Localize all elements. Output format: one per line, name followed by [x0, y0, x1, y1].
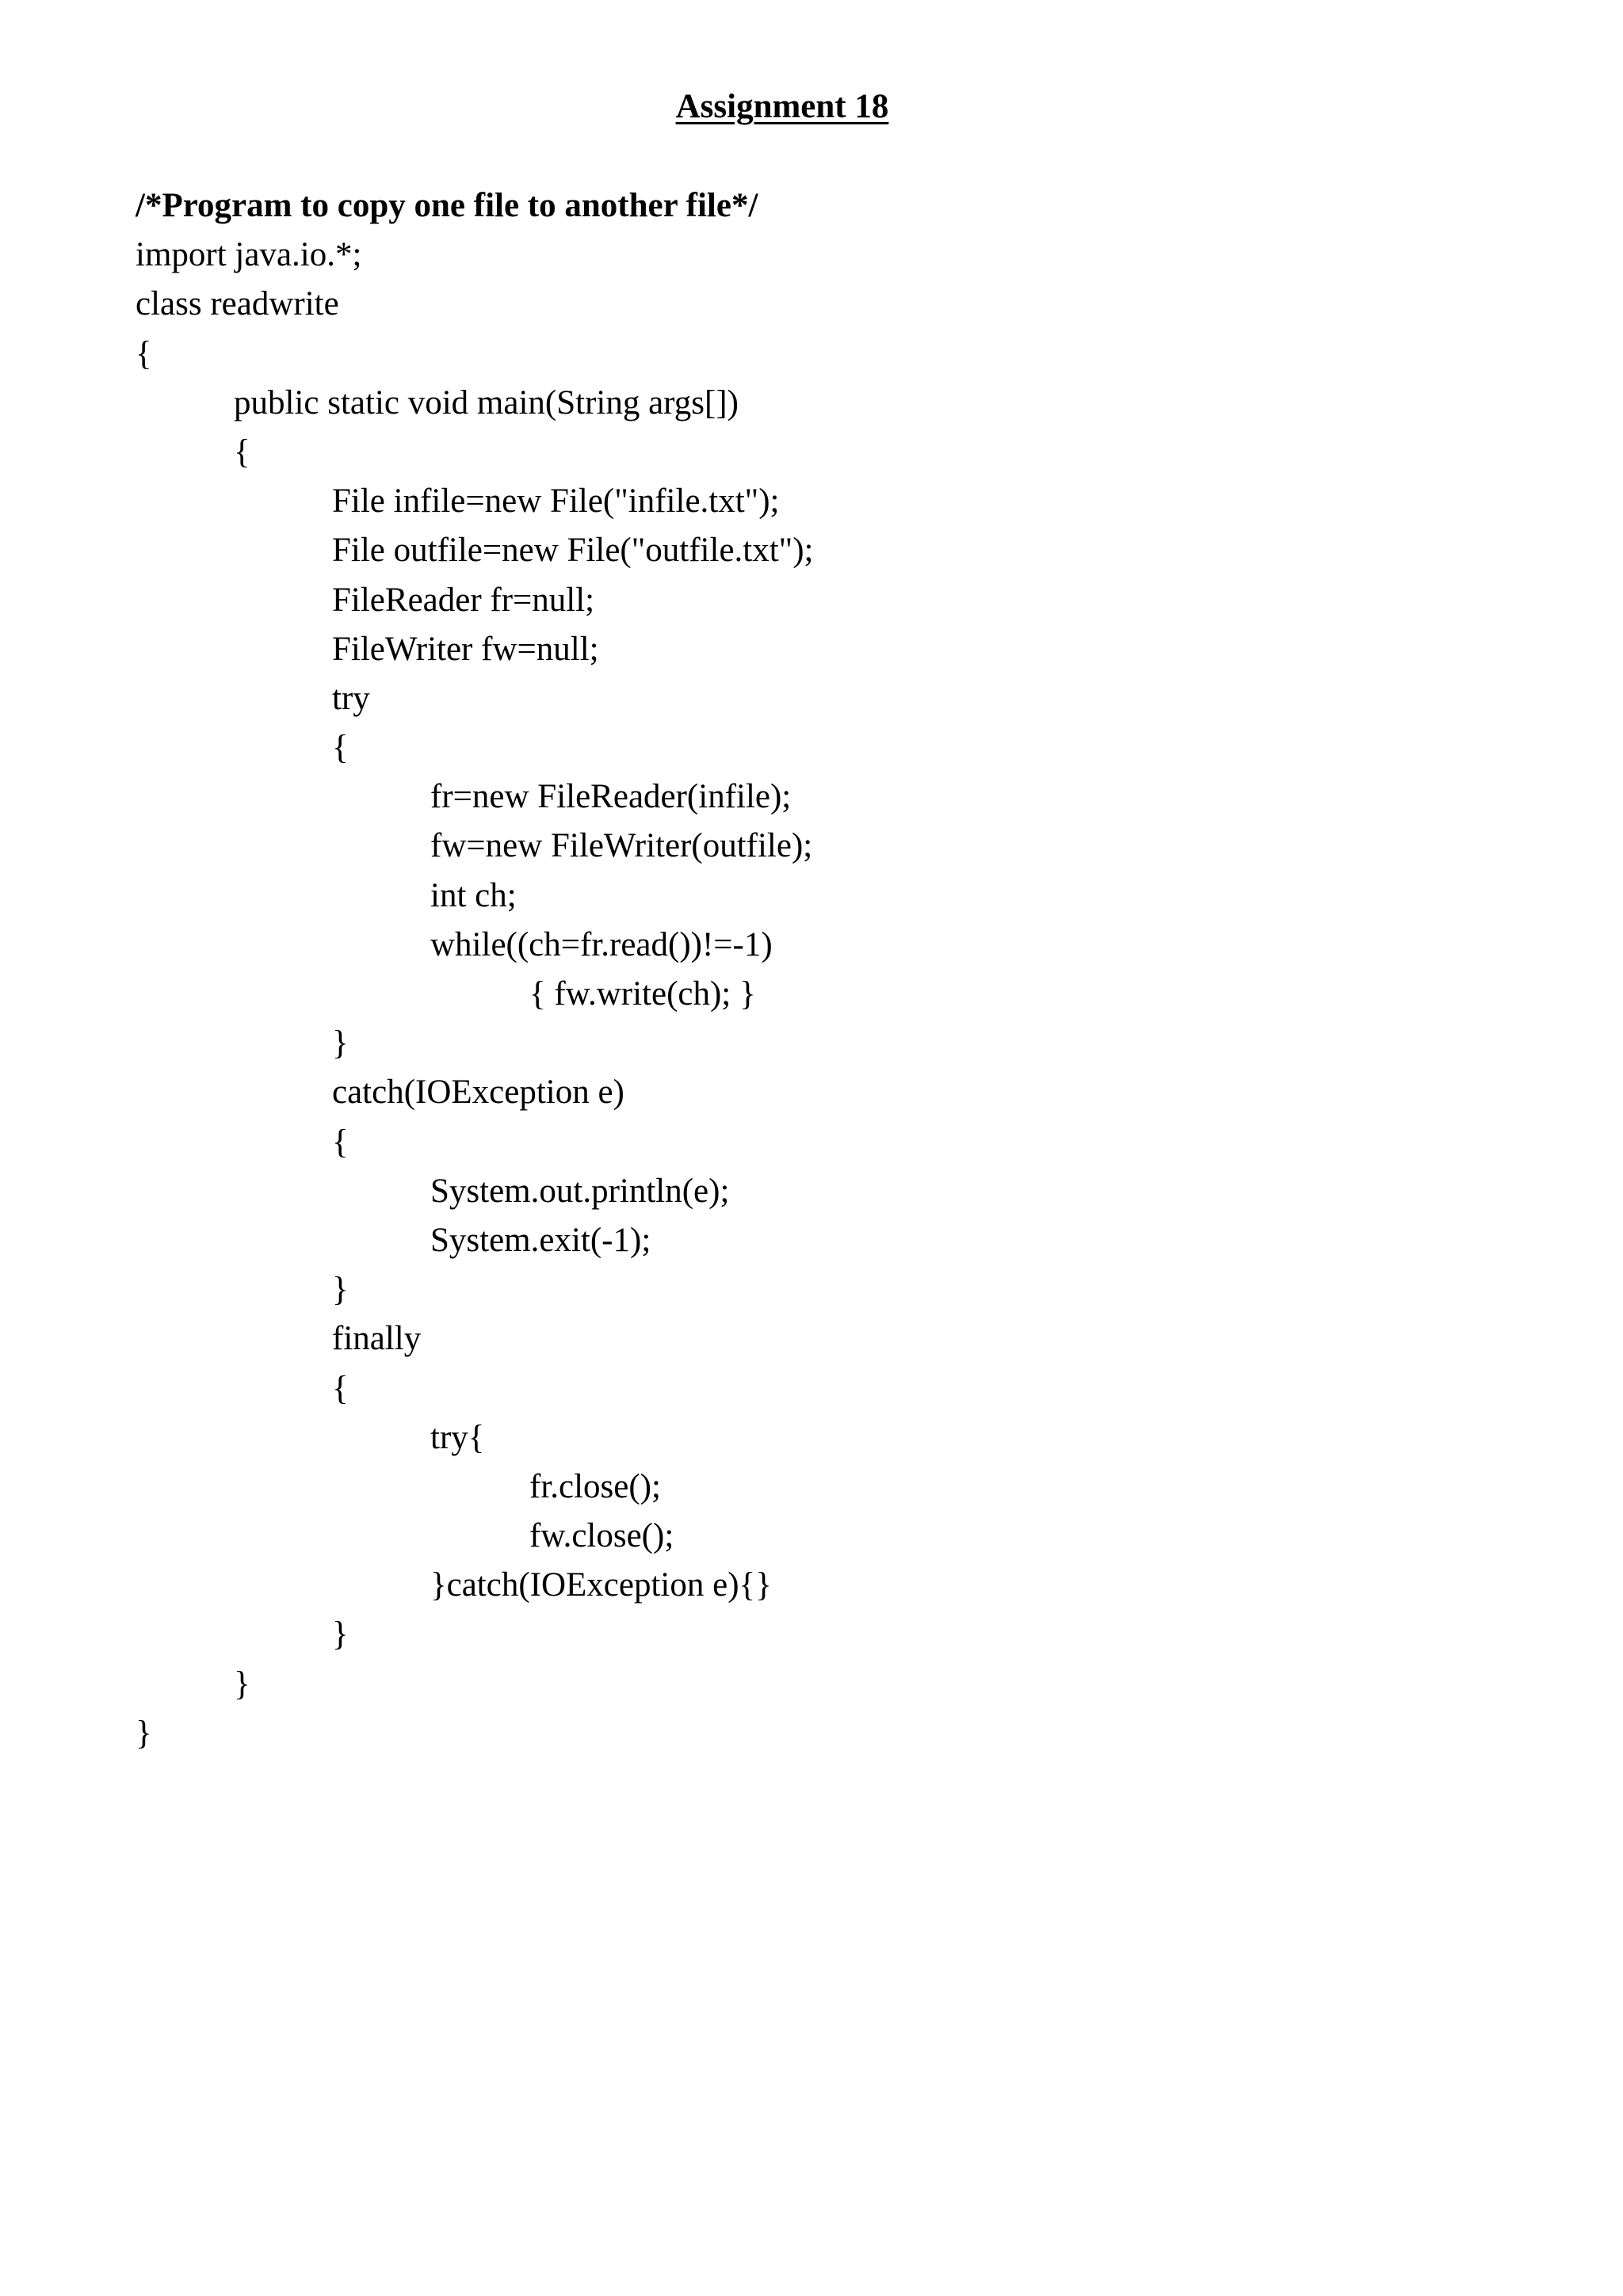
code-line: File outfile=new File("outfile.txt");: [332, 532, 814, 570]
code-line: int ch;: [430, 876, 517, 914]
code-line: fw.close();: [529, 1517, 674, 1555]
code-line: FileWriter fw=null;: [332, 630, 599, 668]
code-line: {: [234, 433, 250, 471]
code-line: System.exit(-1);: [430, 1221, 651, 1259]
code-line: finally: [332, 1320, 422, 1358]
code-line: public static void main(String args[]): [234, 383, 739, 421]
code-line: }: [332, 1271, 349, 1309]
code-line: File infile=new File("infile.txt");: [332, 482, 780, 521]
code-line: class readwrite: [136, 285, 339, 323]
code-line: while((ch=fr.read())!=-1): [430, 925, 773, 963]
code-line: { fw.write(ch); }: [529, 975, 756, 1013]
code-line: {: [332, 1123, 349, 1161]
code-line: fr=new FileReader(infile);: [430, 778, 792, 816]
code-line: System.out.println(e);: [430, 1172, 730, 1210]
code-line: }: [234, 1665, 250, 1703]
code-line: }: [332, 1024, 349, 1062]
code-line: FileReader fr=null;: [332, 581, 595, 619]
code-line: }: [136, 1714, 152, 1752]
code-line: {: [332, 1369, 349, 1407]
code-line: fr.close();: [529, 1467, 661, 1505]
code-line: import java.io.*;: [136, 236, 362, 274]
code-line: try{: [430, 1418, 485, 1456]
code-line: }: [332, 1615, 349, 1653]
code-line: catch(IOException e): [332, 1074, 624, 1112]
code-line: try: [332, 679, 370, 717]
code-line: {: [136, 334, 152, 372]
code-line: {: [332, 729, 349, 767]
program-comment: /*Program to copy one file to another file*/: [136, 187, 758, 224]
code-line: }catch(IOException e){}: [430, 1566, 772, 1604]
code-listing: [136, 181, 1483, 1758]
page-title: Assignment 18: [675, 88, 889, 125]
code-line: fw=new FileWriter(outfile);: [430, 827, 813, 865]
